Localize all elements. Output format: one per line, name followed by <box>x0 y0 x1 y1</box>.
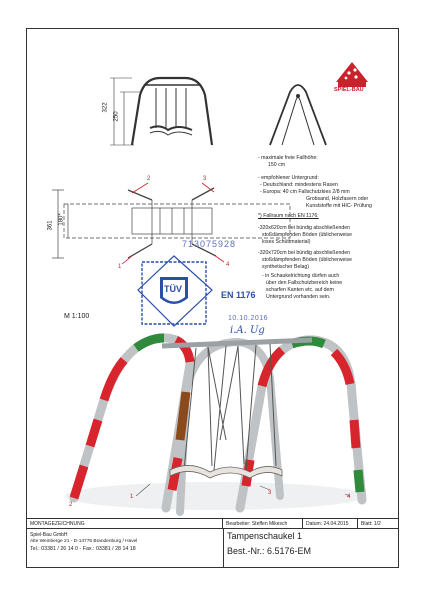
title-block-heading: MONTAGEZEICHNUNG <box>27 519 223 529</box>
note-fallraum-title: *) Fallraum nach EN 1176: <box>258 213 319 219</box>
plan-marker-1: 1 <box>118 264 122 270</box>
note-surface-eu-3: Kunststoffe mit HIC- Prüfung <box>306 203 372 209</box>
leg-number-4: 4 <box>347 494 351 500</box>
stamp-date: 10.10.2016 <box>228 315 269 322</box>
note-fallraum-b-3: synthetischer Belag) <box>262 264 309 270</box>
plan-depth-inner-label: 180* <box>58 213 65 226</box>
title-block-address: Alte Weinberge 21 - D-14776 Brandenburg / Havel <box>30 539 138 544</box>
leg-number-2: 2 <box>69 502 73 508</box>
leg-number-1: 1 <box>130 494 134 500</box>
spiel-bau-logo <box>336 62 368 87</box>
note-surface-intro: - empfohlener Untergrund: <box>258 175 319 181</box>
note-fallraum-a-2: stoßdämpfenden Böden (üblicherweise <box>262 232 352 238</box>
plan-marker-3: 3 <box>203 176 207 182</box>
title-block-divider <box>223 529 224 567</box>
title-block-sheet: Blatt: 1/2 <box>358 519 398 529</box>
note-fall-height-label: - maximale freie Fallhöhe: <box>258 155 318 161</box>
plan-marker-4: 4 <box>226 262 230 268</box>
title-block-editor: Bearbeiter: Steffen Mikesch <box>223 519 303 529</box>
front-view <box>132 78 212 145</box>
leg-number-3: 3 <box>268 490 272 496</box>
note-surface-eu-1: - Europa: 40 cm Fallschutzkies 2/8 mm <box>260 189 350 195</box>
side-view <box>270 85 326 145</box>
title-block-phone: Tel.: 03381 / 26 14 0 - Fax.: 03381 / 28 14 18 <box>30 546 136 552</box>
note-fallraum-a-3: loses Schüttmaterial) <box>262 239 311 245</box>
height-inner-label: 250 <box>113 111 120 122</box>
note-fallraum-c-2: über den Fallschutzbereich keine <box>266 280 343 286</box>
title-block <box>26 518 399 568</box>
scale-label: M 1:100 <box>64 313 90 320</box>
stamp-signature: i.A. Ug <box>230 325 265 336</box>
title-block-company: Spiel-Bau GmbH <box>30 532 68 538</box>
swing-perspective <box>65 338 365 512</box>
stamp-number: 713075928 <box>182 239 237 249</box>
plan-marker-2: 2 <box>147 176 151 182</box>
logo-text: SPIEL-BAU <box>334 87 364 93</box>
title-block-product: Tampenschaukel 1 <box>227 531 303 541</box>
plan-depth-total-label: 361 <box>47 220 54 231</box>
note-fallraum-c-3: scharfen Kanten etc. auf dem <box>266 287 334 293</box>
note-surface-eu-2: Grobsand, Holzfasern oder <box>306 196 369 202</box>
note-fall-height-value: 150 cm <box>268 162 286 168</box>
note-fallraum-b-2: stoßdämpfenden Böden (üblicherweise <box>262 257 352 263</box>
note-fallraum-a-1: -320x620cm bei bündig abschließenden <box>258 225 350 231</box>
height-total-label: 322 <box>102 102 109 113</box>
title-block-date: Datum: 24.04.2015 <box>303 519 358 529</box>
tuv-logo-text: TÜV <box>164 284 182 294</box>
note-fallraum-b-1: -320x720cm bei bündig abschließenden <box>258 250 350 256</box>
note-surface-de: - Deutschland: mindestens Rasen <box>260 182 338 188</box>
plan-view <box>52 188 290 258</box>
stamp-standard: EN 1176 <box>221 290 256 300</box>
note-fallraum-c-4: Untergrund vorhanden sein. <box>266 294 331 300</box>
title-block-order-number: Best.-Nr.: 6.5176-EM <box>227 546 312 556</box>
note-fallraum-c-1: - in Schaukelrichtung dürfen auch <box>262 273 340 279</box>
